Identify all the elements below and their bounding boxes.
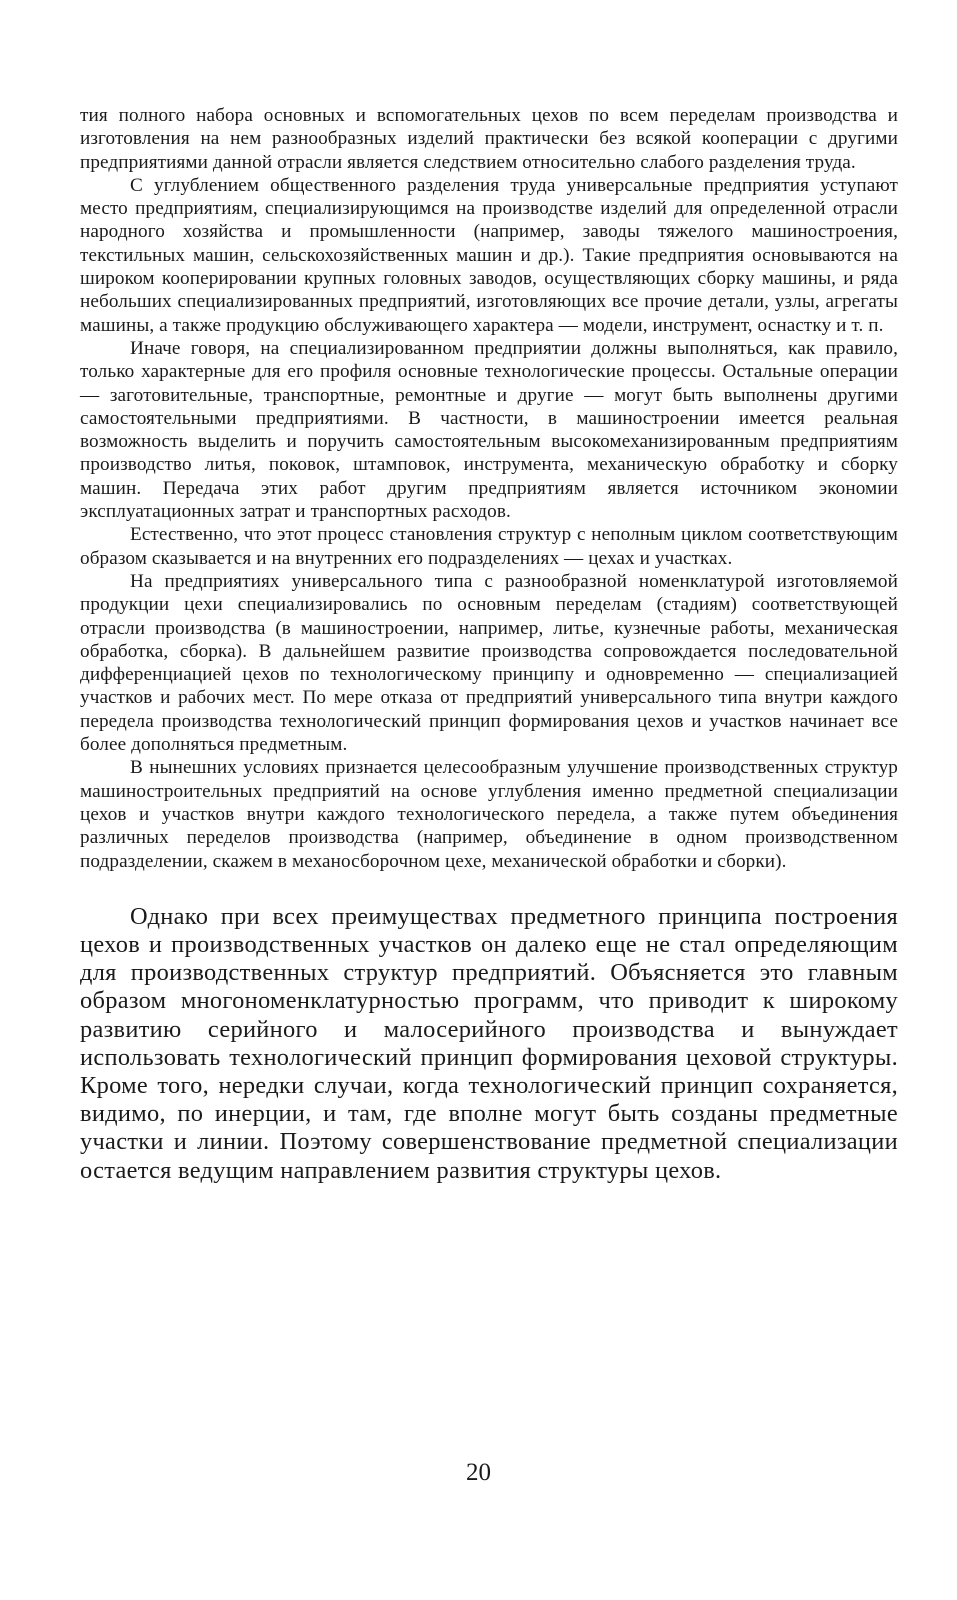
page-body bbox=[80, 104, 898, 1185]
paragraph-1: тия полного набора основных и вспомогательных цехов по всем переделам производства и изготовления на нем разнообразных изделий практически без всякой кооперации с другими предприятиями данной отрасли является следствием относительно слабого разделения труда. bbox=[80, 105, 898, 173]
large-print-section bbox=[80, 903, 898, 1185]
paragraph-3: Иначе говоря, на специализированном предприятии должны выполняться, как правило, только характерные для его профиля основные технологические процессы. Остальные операции — заготовительные, транспортные, ремонтные и другие — могут быть выполнены другими самостоятельными предприятиями. В частности, в машиностроении имеется реальная возможность выделить и поручить самостоятельным высокомеханизированным предприятиям производство литья, поковок, штамповок, инструмента, механическую обработку и сборку машин. Передача этих работ другим предприятиям является источником экономии эксплуатационных затрат и транспортных расходов. bbox=[80, 337, 898, 523]
paragraph-2: С углублением общественного разделения труда универсальные предприятия уступают место предприятиям, специализирующимся на производстве изделий для определенной отрасли народного хозяйства и промышленности (например, заводы тяжелого машиностроения, текстильных машин, сельскохозяйственных машин и др.). Такие предприятия основываются на широком кооперировании крупных головных заводов, осуществляющих сборку машины, и ряда небольших специализированных предприятий, изготовляющих все прочие детали, узлы, агрегаты машины, а также продукцию обслуживающего характера — модели, инструмент, оснастку и т. п. bbox=[80, 174, 898, 336]
paragraph-4: Естественно, что этот процесс становления структур с неполным циклом соответствующим образом сказывается и на внутренних его подразделениях — цехах и участках. bbox=[80, 524, 898, 569]
page-number: 20 bbox=[466, 1459, 491, 1486]
paragraph-5: На предприятиях универсального типа с разнообразной номенклатурой изготовляемой продукции цехи специализировались по основным переделам (стадиям) соответствующей отрасли производства (в машиностроении, например, литье, кузнечные работы, механическая обработка, сборка). В дальнейшем развитие производства сопровождается последовательной дифференциацией цехов по технологическому принципу и одновременно — специализацией участков и рабочих мест. По мере отказа от предприятий универсального типа внутри каждого передела производства технологический принцип формирования цехов и участков начинает все более дополняться предметным. bbox=[80, 570, 898, 756]
paragraph-7: Однако при всех преимуществах предметного принципа построения цехов и производственных участков он далеко еще не стал определяющим для производственных структур предприятий. Объясняется это главным образом многономенклатурностью программ, что приводит к широкому развитию серийного и малосерийного производства и вынуждает использовать технологический принцип формирования цеховой структуры. Кроме того, нередки случаи, когда технологический принцип сохраняется, видимо, по инерции, и там, где вполне могут быть созданы предметные участки и линии. Поэтому совершенствование предметной специализации остается ведущим направлением развития структуры цехов. bbox=[80, 902, 898, 1184]
paragraph-6: В нынешних условиях признается целесообразным улучшение производственных структур машиностроительных предприятий на основе углубления именно предметной специализации цехов и участков внутри каждого технологического передела, а также путем объединения различных переделов производства (например, объединение в одном производственном подразделении, скажем в механосборочном цехе, механической обработки и сборки). bbox=[80, 757, 898, 872]
small-print-section bbox=[80, 104, 898, 873]
